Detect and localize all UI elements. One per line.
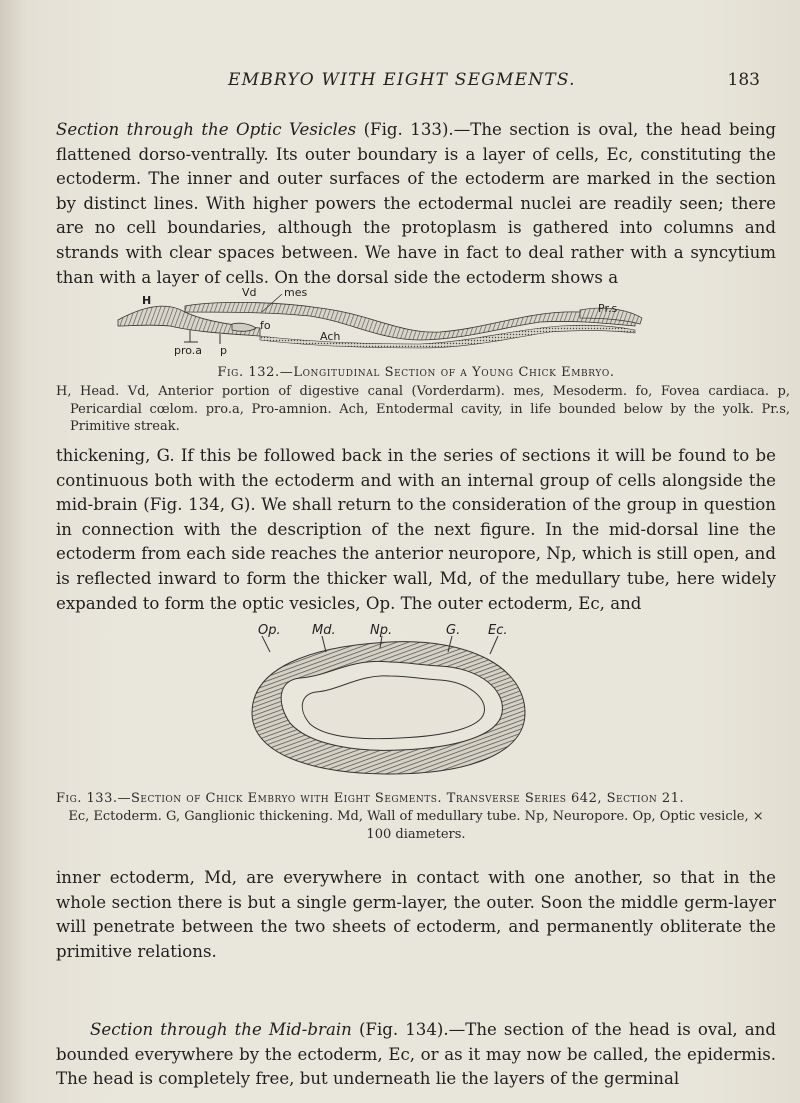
label-mes: mes <box>284 286 308 299</box>
paragraph-thickening: thickening, G. If this be followed back in the series of sections it will be found to be continuous both with the ectoderm and with an internal group of cells alongside the mid-brain (Fig. 134, G). We shall return to the consideration of the group in question in connection with the description of the next figure. In the mid-dorsal line the ectoderm from each side reaches the anterior neuropore, Np, which is still open, and is reflected inward to form the thicker wall, Md, of the medullary tube, here widely expanded to form the optic vesicles, Op. The outer ectoderm, Ec, and <box>56 446 776 613</box>
label-fo: fo <box>260 319 271 332</box>
optic-vesicle-cavity <box>302 676 484 739</box>
figure-132-longitudinal-section <box>110 282 650 362</box>
section-heading-optic-vesicles: Section through the Optic Vesicles <box>56 120 357 139</box>
section-heading-mid-brain: Section through the Mid-brain <box>90 1020 352 1039</box>
fovea-cardiaca <box>232 323 256 331</box>
figure-132-title: Fig. 132.—Longitudinal Section of a Young Chick Embryo. <box>217 365 615 380</box>
label-Pr-s: Pr.s <box>598 302 618 315</box>
figure-133-transverse-section <box>240 618 540 778</box>
label-G: G. <box>446 623 461 638</box>
paragraph-optic-vesicles <box>56 118 776 290</box>
label-Np: Np. <box>370 623 393 638</box>
running-header <box>0 70 800 94</box>
label-Ec: Ec. <box>488 623 508 638</box>
label-Vd: Vd <box>242 286 257 299</box>
paragraph-inner-ectoderm: inner ectoderm, Md, are everywhere in contact with one another, so that in the whole section there is but a single germ-layer, the outer. Soon the middle germ-layer will penetrate between the two sheets of ectoderm, and permanently obliterate the primitive relations. <box>56 868 776 961</box>
figure-132-legend: H, Head. Vd, Anterior portion of digestive canal (Vorderdarm). mes, Mesoderm. fo, Fovea cardiaca. p, Pericardial cœlom. pro.a, Pro-amnion. Ach, Entodermal cavity, in life bounded below by the yolk. Pr.s, Primitive streak. <box>56 384 790 434</box>
label-Op: Op. <box>258 623 281 638</box>
paragraph-text: (Fig. 133).—The section is oval, the head being flattened dorso-ventrally. Its outer boundary is a layer of cells, Ec, constituting the ectoderm. The inner and outer surfaces of the ectoderm are marked in the section by distinct lines. With higher powers the ectodermal nuclei are readily seen; there are no cell boundaries, although the protoplasm is gathered into columns and strands with clear spaces between. We have in fact to deal rather with a syncytium than with a layer of cells. On the dorsal side the ectoderm shows a <box>56 120 777 287</box>
paragraph-text: (Fig. 134).—The section of the head is oval, and bounded everywhere by the ectoderm, Ec, or as it may now be called, the epidermis. The head is completely free, but underneath lie the layers of the germinal <box>56 1020 776 1089</box>
label-pro-a: pro.a <box>174 344 203 357</box>
figure-133-legend: Ec, Ectoderm. G, Ganglionic thickening. Md, Wall of medullary tube. Np, Neuropore. Op, Optic vesicle, × 100 diameters. <box>68 809 764 842</box>
label-p: p <box>220 344 227 357</box>
figure-133-title: Fig. 133.—Section of Chick Embryo with Eight Segments. Transverse Series 642, Section 21. <box>56 791 685 806</box>
running-title: EMBRYO WITH EIGHT SEGMENTS. <box>228 70 576 90</box>
label-H: H <box>142 294 152 307</box>
paragraph-mid-brain <box>56 1018 776 1092</box>
label-Md: Md. <box>312 623 336 638</box>
page-number: 183 <box>727 70 760 90</box>
label-Ach: Ach <box>320 330 341 343</box>
